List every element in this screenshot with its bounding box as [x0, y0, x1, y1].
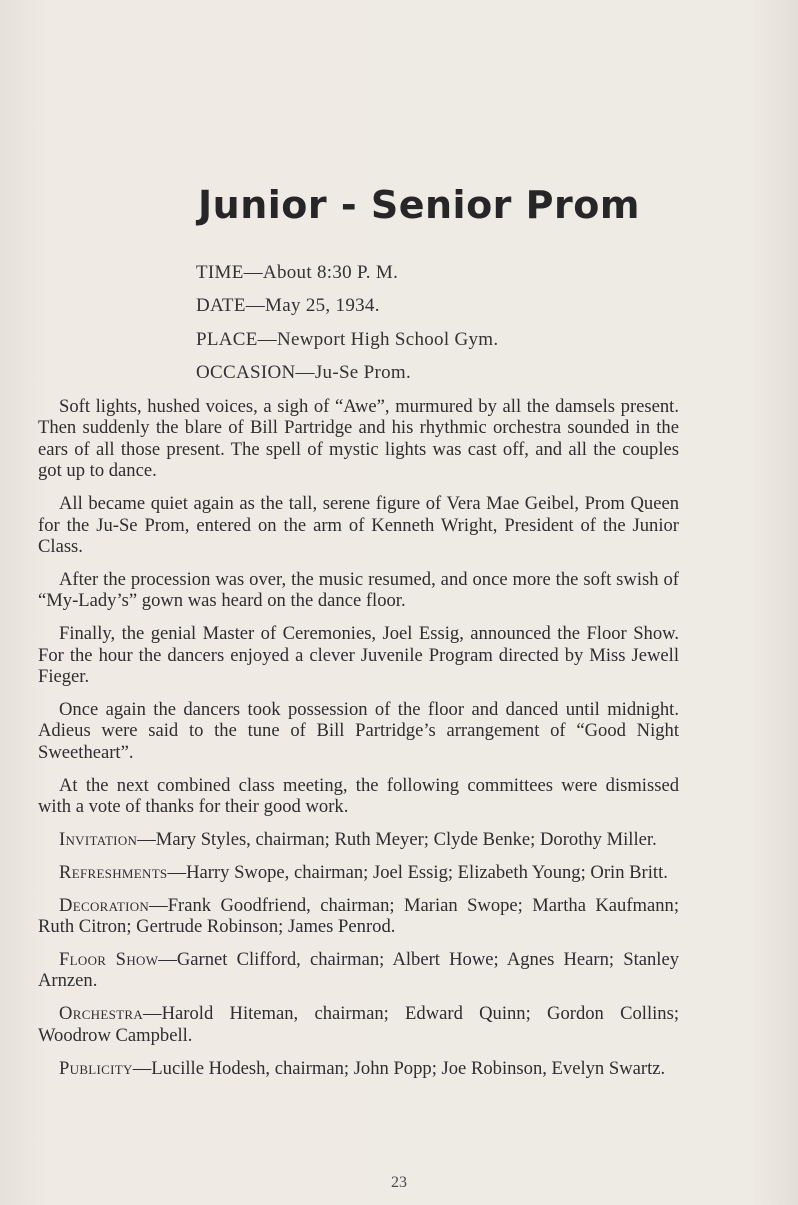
- committee-members: —Frank Goodfriend, chairman; Marian Swope; Martha Kaufmann; Ruth Citron; Gertrude Robinson; James Penrod.: [38, 894, 679, 938]
- paragraph: Finally, the genial Master of Ceremonies, Joel Essig, announced the Floor Show. For the hour the dancers enjoyed a clever Juvenile Program directed by Miss Jewell Fieger.: [38, 623, 679, 687]
- article-body: [38, 396, 679, 1091]
- page-title: Junior - Senior Prom: [198, 183, 640, 227]
- paragraph: After the procession was over, the music resumed, and once more the soft swish of “My-Lady’s” gown was heard on the dance floor.: [38, 568, 679, 612]
- fact-date: DATE—May 25, 1934.: [196, 295, 380, 317]
- paragraph: Once again the dancers took possession of the floor and danced until midnight. Adieus were said to the tune of Bill Partridge’s arrangement of “Good Night Sweetheart”.: [38, 698, 679, 763]
- fact-occasion: OCCASION—Ju-Se Prom.: [196, 361, 412, 383]
- committee-publicity: [38, 1058, 679, 1079]
- committee-members: —Harry Swope, chairman; Joel Essig; Elizabeth Young; Orin Britt.: [167, 861, 668, 883]
- committee-name: Decoration: [59, 894, 150, 916]
- committee-name: Invitation: [59, 828, 138, 850]
- committee-members: —Harold Hiteman, chairman; Edward Quinn; Gordon Collins; Woodrow Campbell.: [38, 1003, 679, 1046]
- paragraph: Soft lights, hushed voices, a sigh of “Awe”, murmured by all the damsels present. Then suddenly the blare of Bill Partridge and his rhythmic orchestra sounded in the ears of all those present. The spell of mystic lights was cast off, and all the couples got up to dance.: [38, 396, 679, 482]
- committee-name: Publicity: [59, 1057, 133, 1079]
- page-number: 23: [391, 1174, 407, 1191]
- committee-members: —Garnet Clifford, chairman; Albert Howe; Agnes Hearn; Stanley Arnzen.: [38, 949, 680, 992]
- committee-refreshments: [38, 862, 679, 883]
- committee-name: Floor Show: [59, 949, 159, 971]
- fact-time: TIME—About 8:30 P. M.: [196, 262, 399, 283]
- paragraph: At the next combined class meeting, the following committees were dismissed with a vote of thanks for their good work.: [38, 774, 679, 817]
- committee-floor-show: [38, 949, 679, 992]
- committee-members: —Lucille Hodesh, chairman; John Popp; Joe Robinson, Evelyn Swartz.: [132, 1057, 666, 1079]
- committee-invitation: [38, 829, 679, 850]
- committee-name: Refreshments: [59, 861, 168, 883]
- fact-place: PLACE—Newport High School Gym.: [196, 328, 499, 350]
- paragraph: All became quiet again as the tall, serene figure of Vera Mae Geibel, Prom Queen for the Ju-Se Prom, entered on the arm of Kenneth Wright, President of the Junior Class.: [38, 493, 679, 557]
- event-facts: [196, 256, 498, 389]
- committee-name: Orchestra: [59, 1003, 144, 1025]
- committee-members: —Mary Styles, chairman; Ruth Meyer; Clyde Benke; Dorothy Miller.: [137, 828, 657, 850]
- committee-orchestra: [38, 1003, 679, 1046]
- committee-decoration: [38, 895, 679, 938]
